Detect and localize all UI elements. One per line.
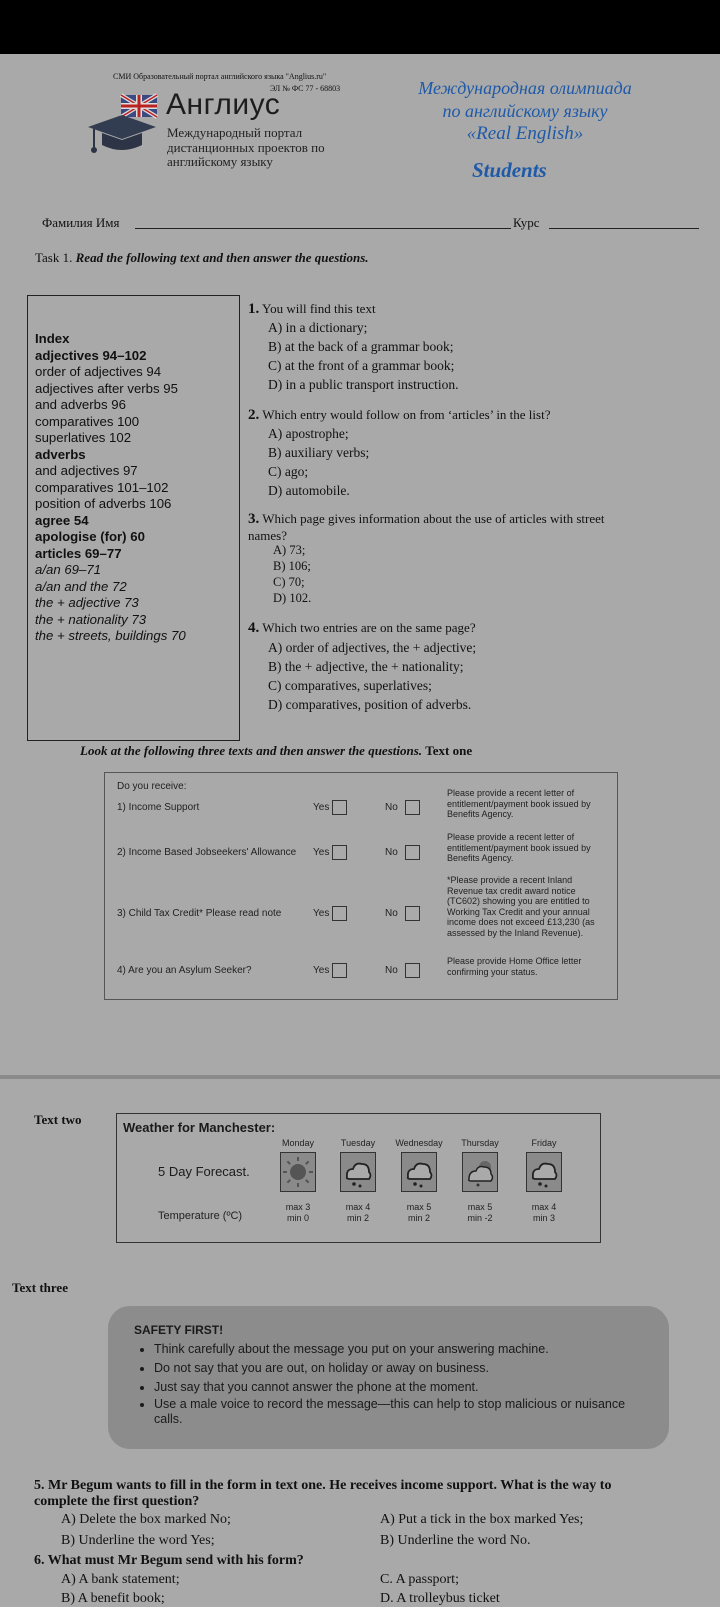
q5-option-a-left: A) Delete the box marked No; <box>61 1512 231 1527</box>
index-entry: adjectives 94–102 <box>35 347 147 363</box>
weather-day-label: Friday <box>531 1138 557 1148</box>
q2-option-c: C) ago; <box>268 464 309 479</box>
weather-max-temp: max 4 <box>531 1202 557 1212</box>
form-row-1-label: 1) Income Support <box>117 802 200 813</box>
form-row-4-label: 4) Are you an Asylum Seeker? <box>117 965 252 976</box>
q3-text-line1: Which page gives information about the use of articles with street <box>262 511 605 526</box>
weather-day-label: Tuesday <box>340 1138 376 1148</box>
weather-forecast-box <box>116 1113 601 1243</box>
yes-checkbox[interactable] <box>332 963 347 978</box>
task1-heading <box>35 250 369 266</box>
form-title: Do you receive: <box>117 781 187 792</box>
task1-instruction: Read the following text and then answer the questions. <box>75 250 369 265</box>
no-checkbox[interactable] <box>405 845 420 860</box>
index-entry: comparatives 101–102 <box>35 479 169 495</box>
safety-first-box <box>108 1306 669 1449</box>
question-3 <box>248 509 605 529</box>
weather-max-temp: max 5 <box>467 1202 493 1212</box>
index-box <box>27 295 240 741</box>
q3-option-a: A) 73; <box>273 543 306 557</box>
q6-option-a-right: C. A passport; <box>380 1572 459 1587</box>
benefits-form <box>104 772 618 1000</box>
weather-min-temp: min 2 <box>407 1213 430 1223</box>
yes-checkbox[interactable] <box>332 800 347 815</box>
weather-title: Weather for Manchester: <box>123 1120 276 1135</box>
q5-option-b-right: B) Underline the word No. <box>380 1533 531 1548</box>
form-row-2-label: 2) Income Based Jobseekers' Allowance <box>117 847 297 858</box>
course-label: Курс <box>513 215 540 230</box>
weather-min-temp: min 0 <box>286 1213 309 1223</box>
reg-line: ЭЛ № ФС 77 - 68803 <box>270 84 341 93</box>
q1-text: You will find this text <box>262 301 376 316</box>
index-entry: superlatives 102 <box>35 430 132 445</box>
safety-title: SAFETY FIRST! <box>134 1323 224 1337</box>
question-1 <box>248 299 376 319</box>
q1-number: 1. <box>248 301 260 317</box>
q4-option-c: C) comparatives, superlatives; <box>268 678 432 693</box>
no-checkbox[interactable] <box>405 963 420 978</box>
no-checkbox[interactable] <box>405 800 420 815</box>
weather-min-temp: min -2 <box>467 1213 493 1223</box>
sun-icon <box>280 1152 316 1192</box>
sun-cloud-icon <box>462 1152 498 1192</box>
name-field-line[interactable] <box>135 228 511 229</box>
index-entry: apologise (for) 60 <box>35 529 145 544</box>
q2-option-d: D) automobile. <box>268 483 350 498</box>
form-row-2-yes <box>313 845 347 860</box>
index-entry: adjectives after verbs 95 <box>35 380 178 396</box>
top-black-bar <box>0 0 720 54</box>
text-two-label: Text two <box>34 1112 82 1127</box>
no-label: No <box>385 965 398 977</box>
rain-cloud-icon <box>526 1152 562 1192</box>
weather-min-temp: min 3 <box>532 1213 555 1223</box>
logo-subtitle-3: английскому языку <box>167 154 273 169</box>
q1-option-d: D) in a public transport instruction. <box>268 377 459 392</box>
logo-title: Англиус <box>166 88 281 121</box>
weather-max-temp: max 4 <box>345 1202 371 1212</box>
q2-text: Which entry would follow on from ‘articles’ in the list? <box>262 407 551 422</box>
safety-bullet: • Use a male voice to record the message—this can help to stop malicious or nuisance calls. <box>154 1397 657 1427</box>
yes-label: Yes <box>313 802 330 814</box>
forecast-label: 5 Day Forecast. <box>158 1164 250 1179</box>
index-entry: position of adverbs 106 <box>35 496 172 511</box>
weather-max-temp: max 3 <box>285 1202 311 1212</box>
question-6: 6. What must Mr Begum send with his form? <box>34 1553 304 1568</box>
form-row-4-no <box>385 963 420 978</box>
yes-label: Yes <box>313 965 330 977</box>
index-entry: the + nationality 73 <box>35 611 147 627</box>
form-row-1-no <box>385 800 420 815</box>
q2-option-b: B) auxiliary verbs; <box>268 445 370 460</box>
q3-text-line2: names? <box>248 528 287 543</box>
graduation-cap-logo-icon <box>86 93 166 155</box>
index-entry: comparatives 100 <box>35 413 140 429</box>
form-row-3-label: 3) Child Tax Credit* Please read note <box>117 908 282 919</box>
index-entry: order of adjectives 94 <box>35 364 162 379</box>
weather-min-temp: min 2 <box>346 1213 369 1223</box>
q6-option-b-right: D. A trolleybus ticket <box>380 1591 500 1606</box>
q4-option-a: A) order of adjectives, the + adjective; <box>268 640 477 655</box>
form-row-3-no <box>385 906 420 921</box>
rain-cloud-icon <box>401 1152 437 1192</box>
form-row-4-note: Please provide Home Office letter confirming your status. <box>447 956 582 977</box>
course-field-line[interactable] <box>549 228 699 229</box>
no-label: No <box>385 802 398 814</box>
q6-option-a-left: A) A bank statement; <box>61 1572 180 1587</box>
q1-option-b: B) at the back of a grammar book; <box>268 339 454 354</box>
form-row-4-yes <box>313 963 347 978</box>
weather-day-label: Wednesday <box>395 1138 443 1148</box>
q6-option-b-left: B) A benefit book; <box>61 1591 165 1606</box>
question-5-line1: 5. Mr Begum wants to fill in the form in text one. He receives income support. What is the way to <box>34 1478 612 1493</box>
smi-line: СМИ Образовательный портал английского языка "Anglius.ru" <box>113 72 327 81</box>
index-entry: agree 54 <box>35 512 89 528</box>
form-row-2-note: Please provide a recent letter of entitlement/payment book issued by Benefits Agency. <box>447 832 591 863</box>
olympiad-title-2: по английскому языку <box>442 101 608 121</box>
weather-max-temp: max 5 <box>406 1202 432 1212</box>
index-entry: a/an 69–71 <box>35 562 102 577</box>
text-one-label: Text one <box>425 743 473 758</box>
question-2 <box>248 405 550 425</box>
q5-option-a-right: A) Put a tick in the box marked Yes; <box>380 1512 584 1527</box>
index-entry: a/an and the 72 <box>35 578 127 594</box>
index-entry: the + streets, buildings 70 <box>35 628 186 643</box>
question-5-line2: complete the first question? <box>34 1494 200 1509</box>
name-label: Фамилия Имя <box>42 215 120 230</box>
students-heading: Students <box>472 158 547 182</box>
task1-prefix: Task 1. <box>35 250 73 265</box>
safety-bullet-list <box>134 1340 657 1427</box>
index-entry: and adjectives 97 <box>35 463 138 478</box>
q5-option-b-left: B) Underline the word Yes; <box>61 1533 215 1548</box>
yes-label: Yes <box>313 847 330 859</box>
section-divider <box>0 1075 720 1079</box>
index-heading: Index <box>35 331 70 346</box>
safety-bullet: • Do not say that you are out, on holiday or away on business. <box>154 1359 657 1378</box>
yes-checkbox[interactable] <box>332 845 347 860</box>
q2-option-a: A) apostrophe; <box>268 426 349 441</box>
olympiad-title-3: «Real English» <box>466 123 584 144</box>
form-row-2-no <box>385 845 420 860</box>
index-entry: adverbs <box>35 446 86 462</box>
logo-subtitle-2: дистанционных проектов по <box>167 140 325 155</box>
weather-day-label: Thursday <box>461 1138 499 1148</box>
no-label: No <box>385 908 398 920</box>
look-instruction <box>80 743 472 759</box>
olympiad-title-1: Международная олимпиада <box>418 78 632 98</box>
q4-option-b: B) the + adjective, the + nationality; <box>268 659 464 674</box>
temperature-label: Temperature (ºC) <box>158 1210 243 1222</box>
q4-option-d: D) comparatives, position of adverbs. <box>268 697 472 712</box>
rain-cloud-icon <box>340 1152 376 1192</box>
index-entry: articles 69–77 <box>35 545 122 561</box>
form-row-3-yes <box>313 906 347 921</box>
form-row-3-note: *Please provide a recent Inland Revenue tax credit award notice (TC602) showing you are entitled to Working Tax Credit and your annual income does not exceed £13,230 (as assessed by the Inland Revenue). <box>447 875 595 938</box>
q2-number: 2. <box>248 407 260 423</box>
look-italic: Look at the following three texts and then answer the questions. <box>80 743 423 758</box>
q3-option-d: D) 102. <box>273 591 312 605</box>
index-entry: the + adjective 73 <box>35 595 139 610</box>
form-row-1-yes <box>313 800 347 815</box>
weather-day-label: Monday <box>281 1138 315 1148</box>
q3-option-b: B) 106; <box>273 559 311 573</box>
q3-option-c: C) 70; <box>273 575 305 589</box>
safety-bullet: • Think carefully about the message you put on your answering machine. <box>154 1340 657 1359</box>
logo-subtitle-1: Международный портал <box>167 125 303 140</box>
q1-option-c: C) at the front of a grammar book; <box>268 358 455 373</box>
q1-option-a: A) in a dictionary; <box>268 320 368 335</box>
no-checkbox[interactable] <box>405 906 420 921</box>
index-entry: and adverbs 96 <box>35 397 126 412</box>
no-label: No <box>385 847 398 859</box>
text-three-label: Text three <box>12 1280 68 1295</box>
yes-checkbox[interactable] <box>332 906 347 921</box>
q4-text: Which two entries are on the same page? <box>262 620 476 635</box>
form-row-1-note: Please provide a recent letter of entitlement/payment book issued by Benefits Agency. <box>447 788 591 819</box>
question-4 <box>248 618 476 638</box>
yes-label: Yes <box>313 908 330 920</box>
q4-number: 4. <box>248 620 260 636</box>
safety-bullet: • Just say that you cannot answer the phone at the moment. <box>154 1378 657 1397</box>
q3-number: 3. <box>248 511 260 527</box>
